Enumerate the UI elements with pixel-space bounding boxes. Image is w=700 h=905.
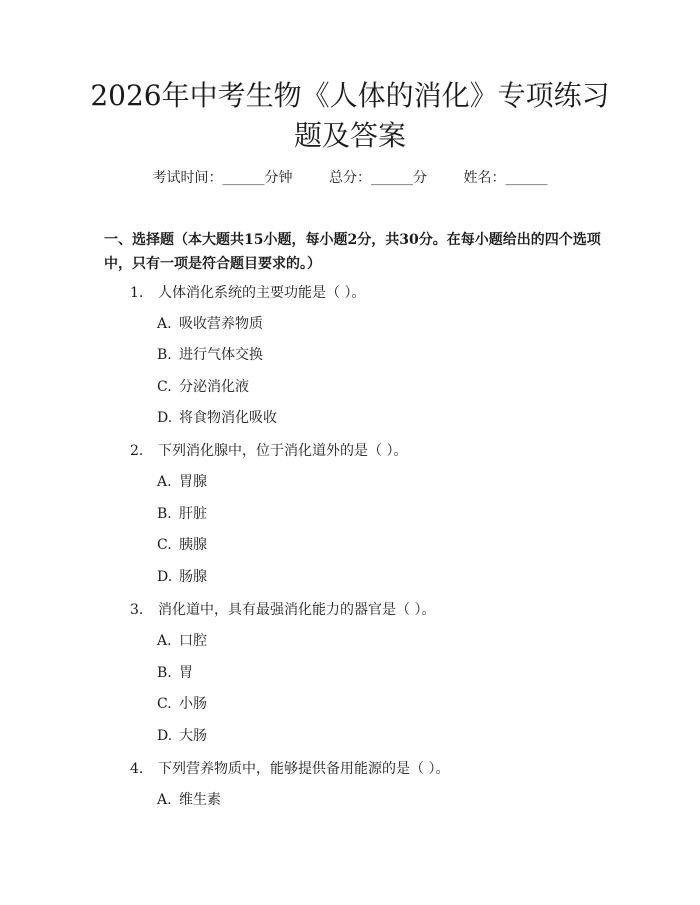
option-letter: C. <box>157 379 172 395</box>
option-letter: B. <box>157 665 172 681</box>
question-text: 人体消化系统的主要功能是（ ）。 <box>158 285 366 301</box>
option-letter: C. <box>157 696 172 712</box>
page-title: 2026年中考生物《人体的消化》专项练习题及答案 <box>90 79 610 152</box>
option-text: 肝脏 <box>179 506 207 522</box>
option-1b <box>157 345 263 365</box>
option-text: 分泌消化液 <box>179 379 249 395</box>
question-3 <box>130 600 435 620</box>
option-text: 小肠 <box>179 696 207 712</box>
question-text: 下列营养物质中，能够提供备用能源的是（ ）。 <box>158 761 450 777</box>
option-text: 大肠 <box>179 728 207 744</box>
option-2b <box>157 504 207 524</box>
option-3a <box>157 631 207 651</box>
option-letter: A. <box>157 474 172 490</box>
option-letter: B. <box>157 506 172 522</box>
option-4a <box>157 790 221 810</box>
option-text: 吸收营养物质 <box>179 316 263 332</box>
option-text: 胃腺 <box>179 474 207 490</box>
question-number: 1. <box>130 285 144 301</box>
question-text: 下列消化腺中，位于消化道外的是（ ）。 <box>158 443 408 459</box>
exam-time-field: 考试时间：______分钟 <box>152 170 293 186</box>
option-2a <box>157 472 207 492</box>
option-2d <box>157 567 207 587</box>
option-2c <box>157 535 207 555</box>
option-text: 进行气体交换 <box>179 347 263 363</box>
option-text: 口腔 <box>179 633 207 649</box>
question-4 <box>130 759 449 779</box>
option-text: 将食物消化吸收 <box>179 410 277 426</box>
question-number: 3. <box>130 602 144 618</box>
total-score-field: 总分：______分 <box>329 170 427 186</box>
option-text: 胰腺 <box>179 537 207 553</box>
option-1a <box>157 314 263 334</box>
question-1 <box>130 283 365 303</box>
option-letter: D. <box>157 569 173 585</box>
option-3c <box>157 694 207 714</box>
option-3d <box>157 726 207 746</box>
option-text: 肠腺 <box>179 569 207 585</box>
option-text: 胃 <box>179 665 193 681</box>
question-2 <box>130 441 407 461</box>
option-letter: B. <box>157 347 172 363</box>
section-heading: 一、选择题（本大题共15小题，每小题2分，共30分。在每小题给出的四个选项中，只有一项是符合题目要求的。） <box>104 232 601 272</box>
exam-info <box>0 168 700 188</box>
option-letter: A. <box>157 792 172 808</box>
question-number: 2. <box>130 443 144 459</box>
option-text: 维生素 <box>179 792 221 808</box>
option-letter: D. <box>157 728 173 744</box>
name-field: 姓名：______ <box>463 170 548 186</box>
option-1d <box>157 408 277 428</box>
option-letter: C. <box>157 537 172 553</box>
question-number: 4. <box>130 761 144 777</box>
question-text: 消化道中，具有最强消化能力的器官是（ ）。 <box>158 602 436 618</box>
option-3b <box>157 663 193 683</box>
option-letter: A. <box>157 633 172 649</box>
option-1c <box>157 377 249 397</box>
option-letter: A. <box>157 316 172 332</box>
option-letter: D. <box>157 410 173 426</box>
